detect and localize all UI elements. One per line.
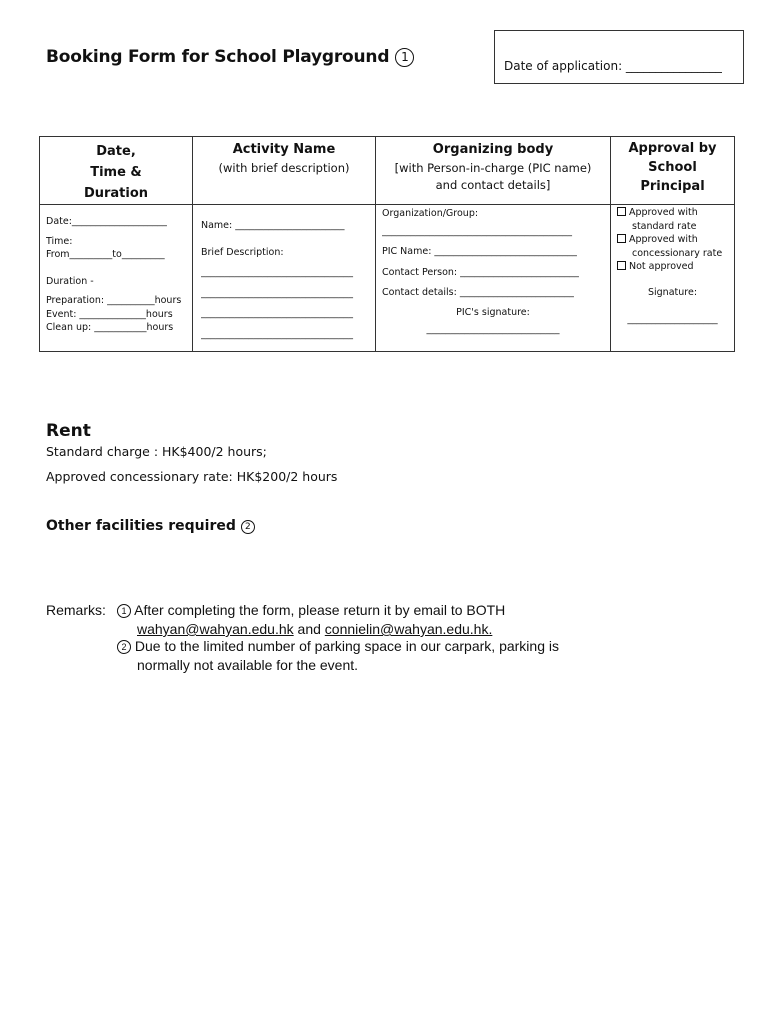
remark-1-number: 1 xyxy=(117,604,131,618)
remark-1-emails xyxy=(137,621,492,637)
date-of-application-label: Date of application: ________________ xyxy=(504,59,722,73)
header-line: Date, xyxy=(96,144,136,159)
date-of-application-box[interactable] xyxy=(494,30,744,84)
rent-heading: Rent xyxy=(46,421,91,441)
contact-details-field[interactable]: Contact details: ________________________ xyxy=(382,287,574,298)
description-line[interactable]: ________________________________ xyxy=(201,267,353,278)
pic-signature-label: PIC's signature: xyxy=(456,306,530,318)
email-link-connielin[interactable]: connielin@wahyan.edu.hk. xyxy=(324,621,493,637)
header-sub: (with brief description) xyxy=(218,161,350,175)
description-line[interactable]: ________________________________ xyxy=(201,308,353,319)
option-label-cont: standard rate xyxy=(632,220,697,232)
header-approval xyxy=(611,137,735,205)
from-to-field[interactable]: From_________to_________ xyxy=(46,249,165,260)
checkbox-icon[interactable] xyxy=(617,207,626,216)
date-field[interactable]: Date:____________________ xyxy=(46,216,167,227)
organization-label: Organization/Group: xyxy=(382,208,479,219)
brief-description-label: Brief Description: xyxy=(201,246,284,258)
remark-2 xyxy=(117,638,559,654)
organizing-body-cell[interactable] xyxy=(376,205,611,352)
remarks-label: Remarks: xyxy=(46,602,106,618)
option-label: Not approved xyxy=(629,261,694,272)
header-line: Activity Name xyxy=(232,142,336,157)
remark-2-text-cont: normally not available for the event. xyxy=(137,657,359,673)
approved-concessionary-option[interactable] xyxy=(617,233,728,247)
header-line: Principal xyxy=(640,179,705,194)
pic-signature-field[interactable]: ____________________________ xyxy=(426,324,560,335)
booking-table xyxy=(39,136,735,352)
remark-1 xyxy=(117,602,505,618)
organization-field[interactable]: ________________________________________ xyxy=(382,225,572,237)
cleanup-field[interactable]: Clean up: ___________hours xyxy=(46,322,174,333)
and-text: and xyxy=(297,621,321,637)
header-line: Organizing body xyxy=(432,142,554,157)
principal-signature-label: Signature: xyxy=(647,286,698,298)
other-facilities-heading xyxy=(46,518,255,534)
date-time-cell[interactable] xyxy=(40,205,193,352)
table-header-row xyxy=(40,137,735,205)
approved-standard-option[interactable] xyxy=(617,206,728,220)
form-title-text: Booking Form for School Playground xyxy=(46,47,390,67)
note-2-marker: 2 xyxy=(241,520,255,534)
header-line: School xyxy=(648,160,697,175)
activity-name-field[interactable]: Name: _______________________ xyxy=(201,220,345,231)
remark-2-number: 2 xyxy=(117,640,131,654)
not-approved-option[interactable] xyxy=(617,260,728,274)
event-field[interactable]: Event: ______________hours xyxy=(46,308,173,320)
approval-cell[interactable] xyxy=(611,205,735,352)
option-label: Approved with xyxy=(629,207,698,218)
header-line: Time & xyxy=(90,165,142,180)
header-sub: [with Person-in-charge (PIC name) xyxy=(394,161,592,175)
concessionary-rate: Approved concessionary rate: HK$200/2 hours xyxy=(46,469,338,484)
description-line[interactable]: ________________________________ xyxy=(201,328,353,340)
email-link-wahyan[interactable]: wahyan@wahyan.edu.hk xyxy=(137,621,294,637)
header-line: Approval by xyxy=(628,141,717,156)
option-label: Approved with xyxy=(629,234,698,245)
option-label-cont: concessionary rate xyxy=(632,247,723,259)
other-facilities-text: Other facilities required xyxy=(46,518,236,534)
header-organizing-body xyxy=(376,137,611,205)
preparation-field[interactable]: Preparation: __________hours xyxy=(46,295,182,306)
checkbox-icon[interactable] xyxy=(617,234,626,243)
pic-name-field[interactable]: PIC Name: ______________________________ xyxy=(382,246,577,257)
description-line[interactable]: ________________________________ xyxy=(201,287,353,299)
activity-cell[interactable] xyxy=(193,205,376,352)
header-line: Duration xyxy=(83,186,149,201)
duration-label: Duration - xyxy=(46,275,94,287)
contact-person-field[interactable]: Contact Person: _________________________ xyxy=(382,266,579,278)
checkbox-icon[interactable] xyxy=(617,261,626,270)
table-body-row xyxy=(40,205,735,352)
form-title xyxy=(46,47,414,67)
note-1-marker: 1 xyxy=(395,48,414,67)
principal-signature-field[interactable]: ___________________ xyxy=(627,314,718,325)
time-label: Time: xyxy=(46,235,73,247)
header-date-time-duration xyxy=(40,137,193,205)
remark-2-text: Due to the limited number of parking space in our carpark, parking is xyxy=(134,638,559,654)
standard-charge: Standard charge : HK$400/2 hours; xyxy=(46,444,267,459)
header-sub: and contact details] xyxy=(435,178,551,192)
header-activity-name xyxy=(193,137,376,205)
remark-1-text: After completing the form, please return it by email to BOTH xyxy=(134,602,506,618)
